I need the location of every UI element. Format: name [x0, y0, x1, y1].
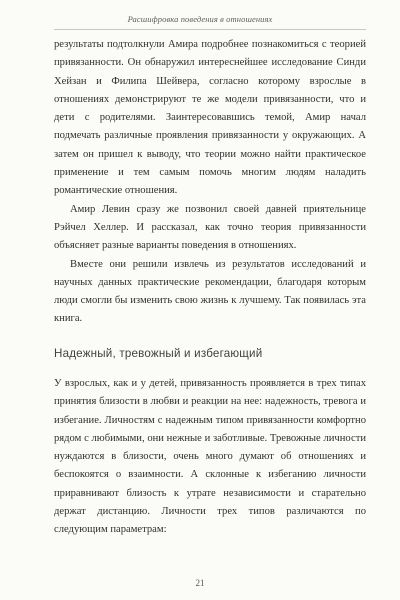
running-head: Расшифровка поведения в отношениях [127, 14, 273, 24]
section-text [54, 375, 366, 540]
section-heading: Надежный, тревожный и избегающий [54, 347, 263, 360]
paragraph-1: результаты подтолкнули Амира подробнее познакомиться с теорией привязанности. Он обнаружил интереснейшее исследование Синди Хейзан и Филипа Шейвера, согласно которому взрослые в отношениях демонстрируют те же модели привязанности, что и дети с родителями. Заинтересовавшись темой, Амир начал подмечать различные проявления привязанности у окружающих. А затем он пришел к выводу, что теории можно найти практическое применение и тем самым помочь многим людям наладить романтические отношения. [54, 39, 366, 197]
section-paragraph: У взрослых, как и у детей, привязанность проявляется в трех типах принятия близости в любви и реакции на нее: надежность, тревога и избегание. Личностям с надежным типом привязанности комфортно рядом с любимыми, они нежные и заботливые. Тревожные личности нуждаются в близости, очень много думают об отношениях и беспокоятся о взаимности. А склонные к избеганию личности приравнивают близость к утрате независимости и старательно держат дистанцию. Личности трех типов различаются по следующим параметрам: [54, 378, 366, 536]
body-text [54, 36, 366, 329]
page-number: 21 [195, 578, 205, 588]
paragraph-2: Амир Левин сразу же позвонил своей давней приятельнице Рэйчел Хеллер. И рассказал, как точно теория привязанности объясняет разные варианты поведения в отношениях. [54, 203, 366, 252]
paragraph-3: Вместе они решили извлечь из результатов исследований и научных данных практические рекомендации, благодаря которым люди смогли бы изменить свою жизнь к лучшему. Так появилась эта книга. [54, 258, 366, 325]
header-rule [54, 29, 366, 30]
